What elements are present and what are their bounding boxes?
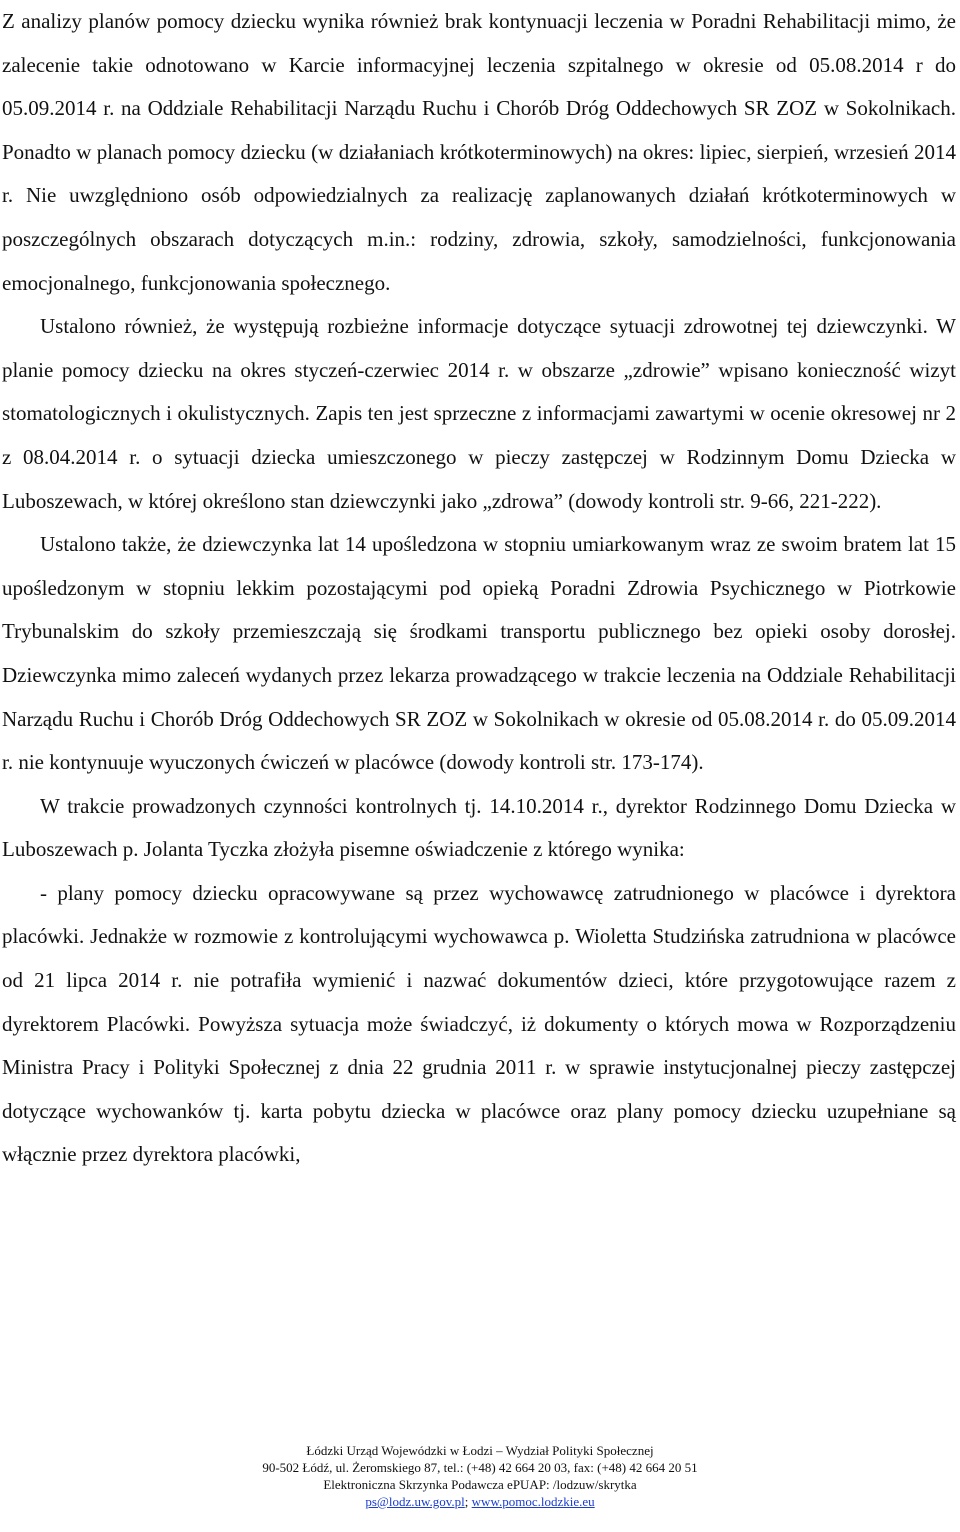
footer-address: 90-502 Łódź, ul. Żeromskiego 87, tel.: (+48) 42 664 20 03, fax: (+48) 42 664 20 51 xyxy=(262,1460,698,1475)
footer-email-link[interactable]: ps@lodz.uw.gov.pl xyxy=(365,1494,465,1509)
document-body xyxy=(2,0,956,1177)
footer-office: Łódzki Urząd Wojewódzki w Łodzi – Wydział Polityki Społecznej xyxy=(306,1443,654,1458)
paragraph-5: - plany pomocy dziecku opracowywane są przez wychowawcę zatrudnionego w placówce i dyrektora placówki. Jednakże w rozmowie z kontrolującymi wychowawca p. Wioletta Studzińska zatrudniona w placówce od 21 lipca 2014 r. nie potrafiła wymienić i nazwać dokumentów dzieci, które przygotowujące razem z dyrektorem Placówki. Powyższa sytuacja może świadczyć, iż dokumenty o których mowa w Rozporządzeniu Ministra Pracy i Polityki Społecznej z dnia 22 grudnia 2011 r. w sprawie instytucjonalnej pieczy zastępczej dotyczące wychowanków tj. karta pobytu dziecka w placówce oraz plany pomocy dziecku uzupełniane są włącznie przez dyrektora placówki, xyxy=(2,880,956,1167)
footer-epuap: Elektroniczna Skrzynka Podawcza ePUAP: /lodzuw/skrytka xyxy=(323,1477,637,1492)
paragraph-4: W trakcie prowadzonych czynności kontrolnych tj. 14.10.2014 r., dyrektor Rodzinnego Domu Dziecka w Luboszewach p. Jolanta Tyczka złożyła pisemne oświadczenie z którego wynika: xyxy=(2,793,956,862)
page-footer xyxy=(0,1442,960,1510)
paragraph-2: Ustalono również, że występują rozbieżne informacje dotyczące sytuacji zdrowotnej tej dziewczynki. W planie pomocy dziecku na okres styczeń-czerwiec 2014 r. w obszarze „zdrowie” wpisano konieczność wizyt stomatologicznych i okulistycznych. Zapis ten jest sprzeczne z informacjami zawartymi w ocenie okresowej nr 2 z 08.04.2014 r. o sytuacji dziecka umieszczonego w pieczy zastępczej w Rodzinnym Domu Dziecka w Luboszewach, w której określono stan dziewczynki jako „zdrowa” (dowody kontroli str. 9-66, 221-222). xyxy=(2,314,956,513)
footer-separator: ; xyxy=(464,1494,469,1509)
footer-website-link[interactable]: www.pomoc.lodzkie.eu xyxy=(471,1494,595,1509)
footer-contact xyxy=(0,1493,960,1510)
paragraph-3: Ustalono także, że dziewczynka lat 14 upośledzona w stopniu umiarkowanym wraz ze swoim bratem lat 15 upośledzonym w stopniu lekkim pozostającymi pod opieką Poradni Zdrowia Psychicznego w Piotrkowie Trybunalskim do szkoły przemieszczają się środkami transportu publicznego bez opieki osoby dorosłej. Dziewczynka mimo zaleceń wydanych przez lekarza prowadzącego w trakcie leczenia na Oddziale Rehabilitacji Narządu Ruchu i Chorób Dróg Oddechowych SR ZOZ w Sokolnikach w okresie od 05.08.2014 r. do 05.09.2014 r. nie kontynuuje wyuczonych ćwiczeń w placówce (dowody kontroli str. 173-174). xyxy=(2,532,956,775)
paragraph-1: Z analizy planów pomocy dziecku wynika również brak kontynuacji leczenia w Poradni Rehabilitacji mimo, że zalecenie takie odnotowano w Karcie informacyjnej leczenia szpitalnego w okresie od 05.08.2014 r do 05.09.2014 r. na Oddziale Rehabilitacji Narządu Ruchu i Chorób Dróg Oddechowych SR ZOZ w Sokolnikach. Ponadto w planach pomocy dziecku (w działaniach krótkoterminowych) na okres: lipiec, sierpień, wrzesień 2014 r. Nie uwzględniono osób odpowiedzialnych za realizację zaplanowanych działań krótkoterminowych w poszczególnych obszarach dotyczących m.in.: rodziny, zdrowia, szkoły, samodzielności, funkcjonowania emocjonalnego, funkcjonowania społecznego. xyxy=(2,9,956,295)
